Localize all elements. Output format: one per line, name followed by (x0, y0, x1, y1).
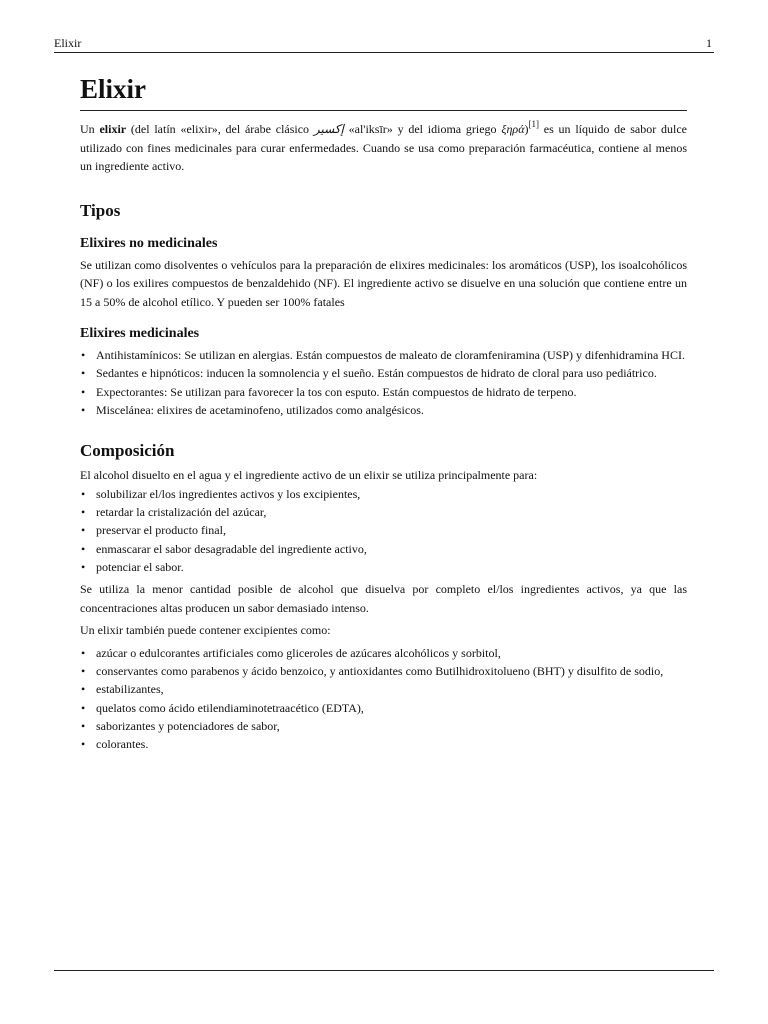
uses-list (80, 485, 687, 576)
lead-paragraph (80, 120, 687, 176)
list-item: • solubilizar el/los ingredientes activos y los excipientes, (80, 485, 687, 503)
section-heading-tipos: Tipos (80, 200, 121, 220)
list-item: • Expectorantes: Se utilizan para favorecer la tos con esputo. Están compuestos de hidrato de terpeno. (80, 383, 687, 401)
list-item: • estabilizantes, (80, 680, 687, 698)
list-item: • Sedantes e hipnóticos: inducen la somnolencia y el sueño. Están compuestos de hidrato de cloral para uso pediátrico. (80, 364, 687, 382)
page-title: Elixir (80, 72, 687, 111)
page-number: 1 (706, 36, 712, 50)
lead-text-1: Un (80, 122, 100, 136)
footer-rule (54, 970, 714, 971)
paragraph-composicion-intro: El alcohol disuelto en el agua y el ingrediente activo de un elixir se utiliza principalmente para: (80, 468, 538, 483)
lead-text-2: (del latín «elixir», del árabe clásico (126, 122, 314, 136)
subsection-heading-medicinales: Elixires medicinales (80, 326, 200, 341)
lead-text-4: ) (524, 122, 529, 136)
list-item: • preservar el producto final, (80, 521, 687, 539)
list-item: • retardar la cristalización del azúcar, (80, 503, 687, 521)
paragraph-excipients-intro: Un elixir también puede contener excipientes como: (80, 623, 331, 638)
lead-term: elixir (99, 122, 127, 136)
subsection-heading-no-medicinales: Elixires no medicinales (80, 235, 218, 251)
greek-word: ξηρά (501, 122, 525, 136)
list-item: • potenciar el sabor. (80, 558, 687, 576)
list-item: • saborizantes y potenciadores de sabor, (80, 717, 687, 735)
excipients-list (80, 644, 687, 754)
lead-text-3: «al'iksīr» y del idioma griego (343, 122, 502, 136)
article-body (80, 72, 687, 753)
list-item: • quelatos como ácido etilendiaminotetraacético (EDTA), (80, 699, 687, 717)
running-title: Elixir (54, 36, 82, 50)
section-heading-composicion: Composición (80, 441, 175, 461)
paragraph-alcohol-note: Se utiliza la menor cantidad posible de alcohol que disuelva por completo el/los ingredientes activos, ya que las concentraciones altas producen un sabor demasiado intenso. (80, 582, 687, 615)
medicinales-list (80, 346, 687, 419)
paragraph-no-medicinales: Se utilizan como disolventes o vehículos para la preparación de elixires medicinales: los aromáticos (USP), los isoalcohólicos (NF) o los exilires compuestos de benzaldehido (NF). El ingrediente activo se disuelve en una solución que contiene entre un 15 a 50% de alcohol etílico. Y pueden ser 100% fatales (80, 257, 687, 309)
list-item: • enmascarar el sabor desagradable del ingrediente activo, (80, 540, 687, 558)
list-item: • conservantes como parabenos y ácido benzoico, y antioxidantes como Butilhidroxitolueno (BHT) y disulfito de sodio, (80, 662, 687, 680)
list-item: • Antihistamínicos: Se utilizan en alergias. Están compuestos de maleato de cloramfeniramina (USP) y difenhidramina HCI. (80, 346, 687, 364)
page-header (54, 36, 714, 53)
arabic-word: إكسير (313, 122, 344, 136)
list-item: • Miscelánea: elixires de acetaminofeno, utilizados como analgésicos. (80, 401, 687, 419)
list-item: • azúcar o edulcorantes artificiales como gliceroles de azúcares alcohólicos y sorbitol, (80, 644, 687, 662)
reference-link[interactable]: [1] (528, 119, 539, 129)
lead-text-5: es un líquido de sabor dulce utilizado con fines medicinales para curar enfermedades. Cuando se usa como preparación farmacéutica, contiene al menos un ingrediente activo. (80, 122, 687, 173)
list-item: • colorantes. (80, 735, 687, 753)
